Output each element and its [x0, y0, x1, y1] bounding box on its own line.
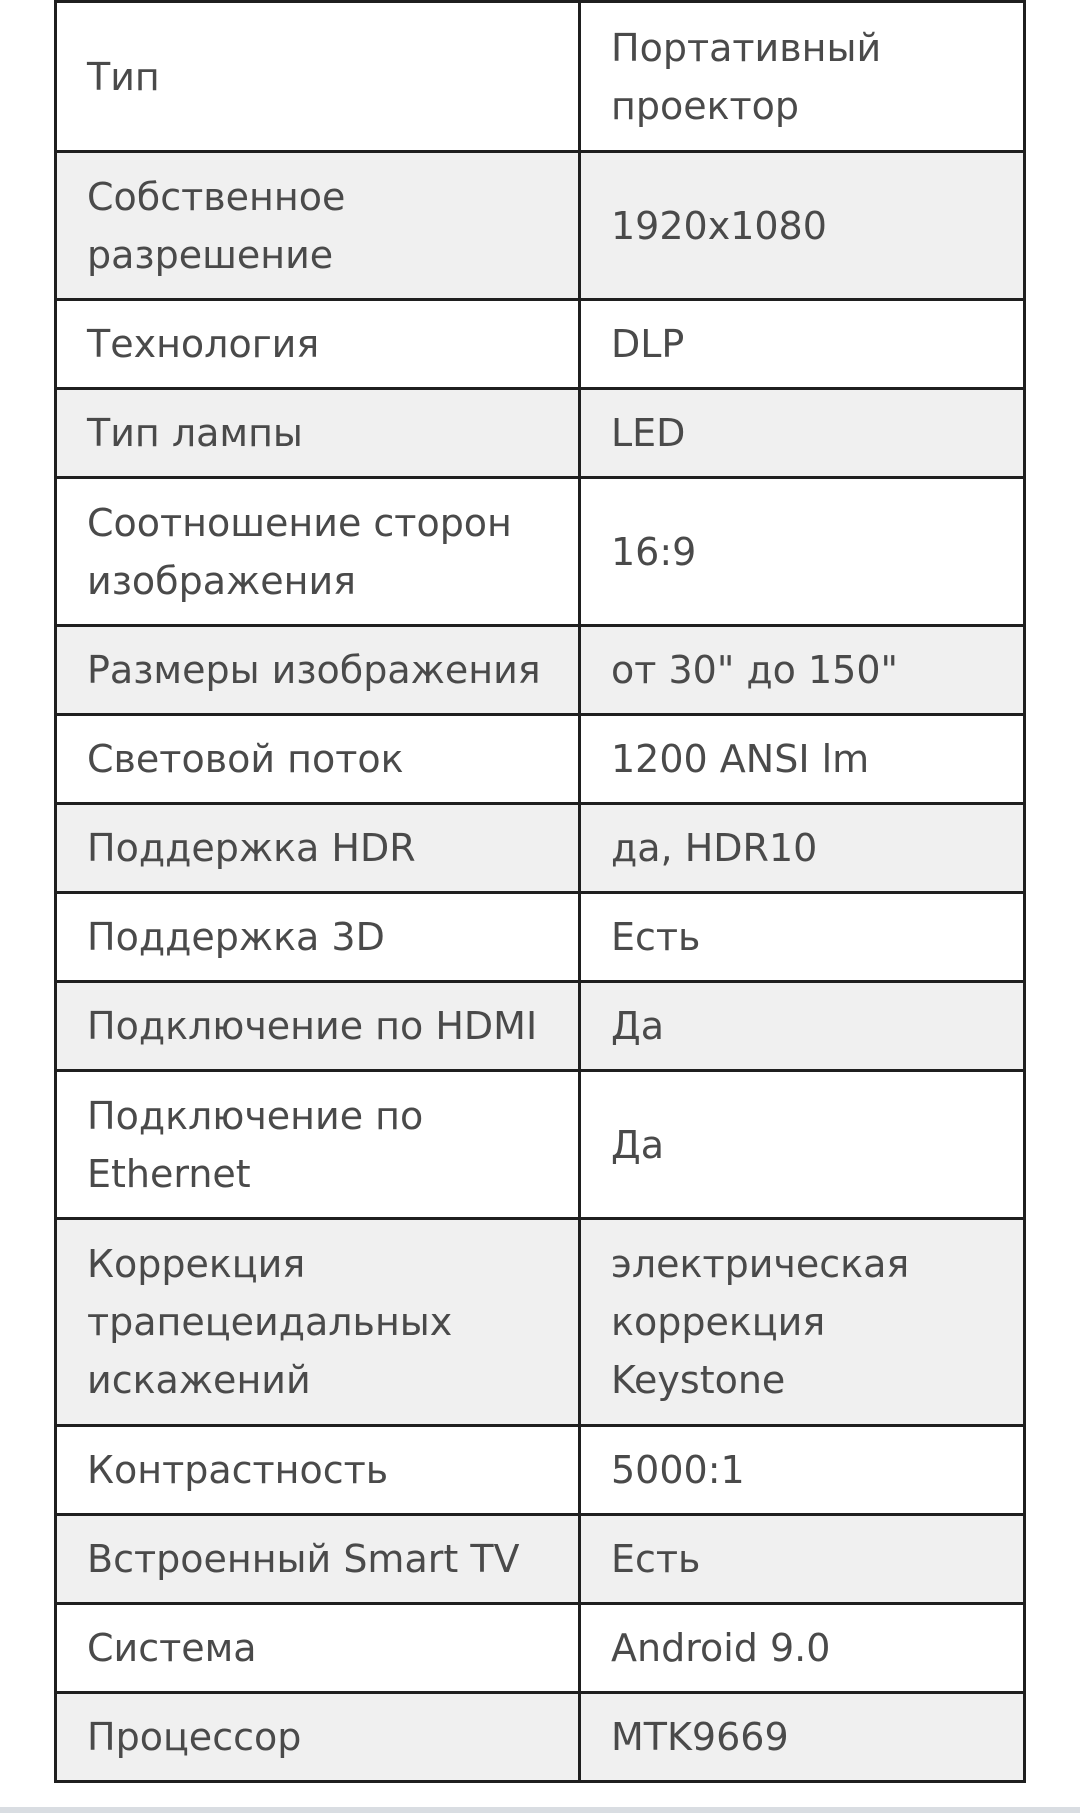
- spec-value: 1920x1080: [580, 152, 1025, 300]
- bottom-edge-shade: [0, 1807, 1080, 1813]
- spec-value: MTK9669: [580, 1693, 1025, 1782]
- spec-value: Да: [580, 1071, 1025, 1219]
- spec-label: Световой поток: [56, 715, 580, 804]
- spec-value: да, HDR10: [580, 804, 1025, 893]
- table-row: [56, 152, 1025, 300]
- table-row: [56, 1604, 1025, 1693]
- spec-value: LED: [580, 389, 1025, 478]
- spec-label: Коррекция трапецеидальных искажений: [56, 1219, 580, 1426]
- spec-value: Да: [580, 982, 1025, 1071]
- spec-label: Поддержка 3D: [56, 893, 580, 982]
- table-row: [56, 1219, 1025, 1426]
- spec-value: DLP: [580, 300, 1025, 389]
- table-row: [56, 478, 1025, 626]
- table-row: [56, 804, 1025, 893]
- table-row: [56, 1515, 1025, 1604]
- table-row: [56, 715, 1025, 804]
- table-row: [56, 1071, 1025, 1219]
- table-row: [56, 1693, 1025, 1782]
- spec-value: от 30" до 150": [580, 626, 1025, 715]
- spec-label: Подключение по HDMI: [56, 982, 580, 1071]
- spec-value: электрическая коррекция Keystone: [580, 1219, 1025, 1426]
- spec-value: Есть: [580, 1515, 1025, 1604]
- spec-value: Портативный проектор: [580, 2, 1025, 152]
- spec-label: Процессор: [56, 1693, 580, 1782]
- table-row: [56, 626, 1025, 715]
- spec-label: Тип лампы: [56, 389, 580, 478]
- spec-table: [54, 0, 1026, 1783]
- table-row: [56, 2, 1025, 152]
- table-row: [56, 300, 1025, 389]
- spec-label: Технология: [56, 300, 580, 389]
- spec-label: Контрастность: [56, 1426, 580, 1515]
- spec-label: Встроенный Smart TV: [56, 1515, 580, 1604]
- spec-value: Android 9.0: [580, 1604, 1025, 1693]
- spec-value: 1200 ANSI lm: [580, 715, 1025, 804]
- spec-label: Система: [56, 1604, 580, 1693]
- spec-label: Поддержка HDR: [56, 804, 580, 893]
- spec-label: Размеры изображения: [56, 626, 580, 715]
- spec-value: 5000:1: [580, 1426, 1025, 1515]
- spec-label: Соотношение сторон изображения: [56, 478, 580, 626]
- spec-value: 16:9: [580, 478, 1025, 626]
- spec-value: Есть: [580, 893, 1025, 982]
- table-row: [56, 982, 1025, 1071]
- spec-label: Подключение по Ethernet: [56, 1071, 580, 1219]
- table-row: [56, 1426, 1025, 1515]
- spec-label: Собственное разрешение: [56, 152, 580, 300]
- table-row: [56, 893, 1025, 982]
- table-row: [56, 389, 1025, 478]
- spec-label: Тип: [56, 2, 580, 152]
